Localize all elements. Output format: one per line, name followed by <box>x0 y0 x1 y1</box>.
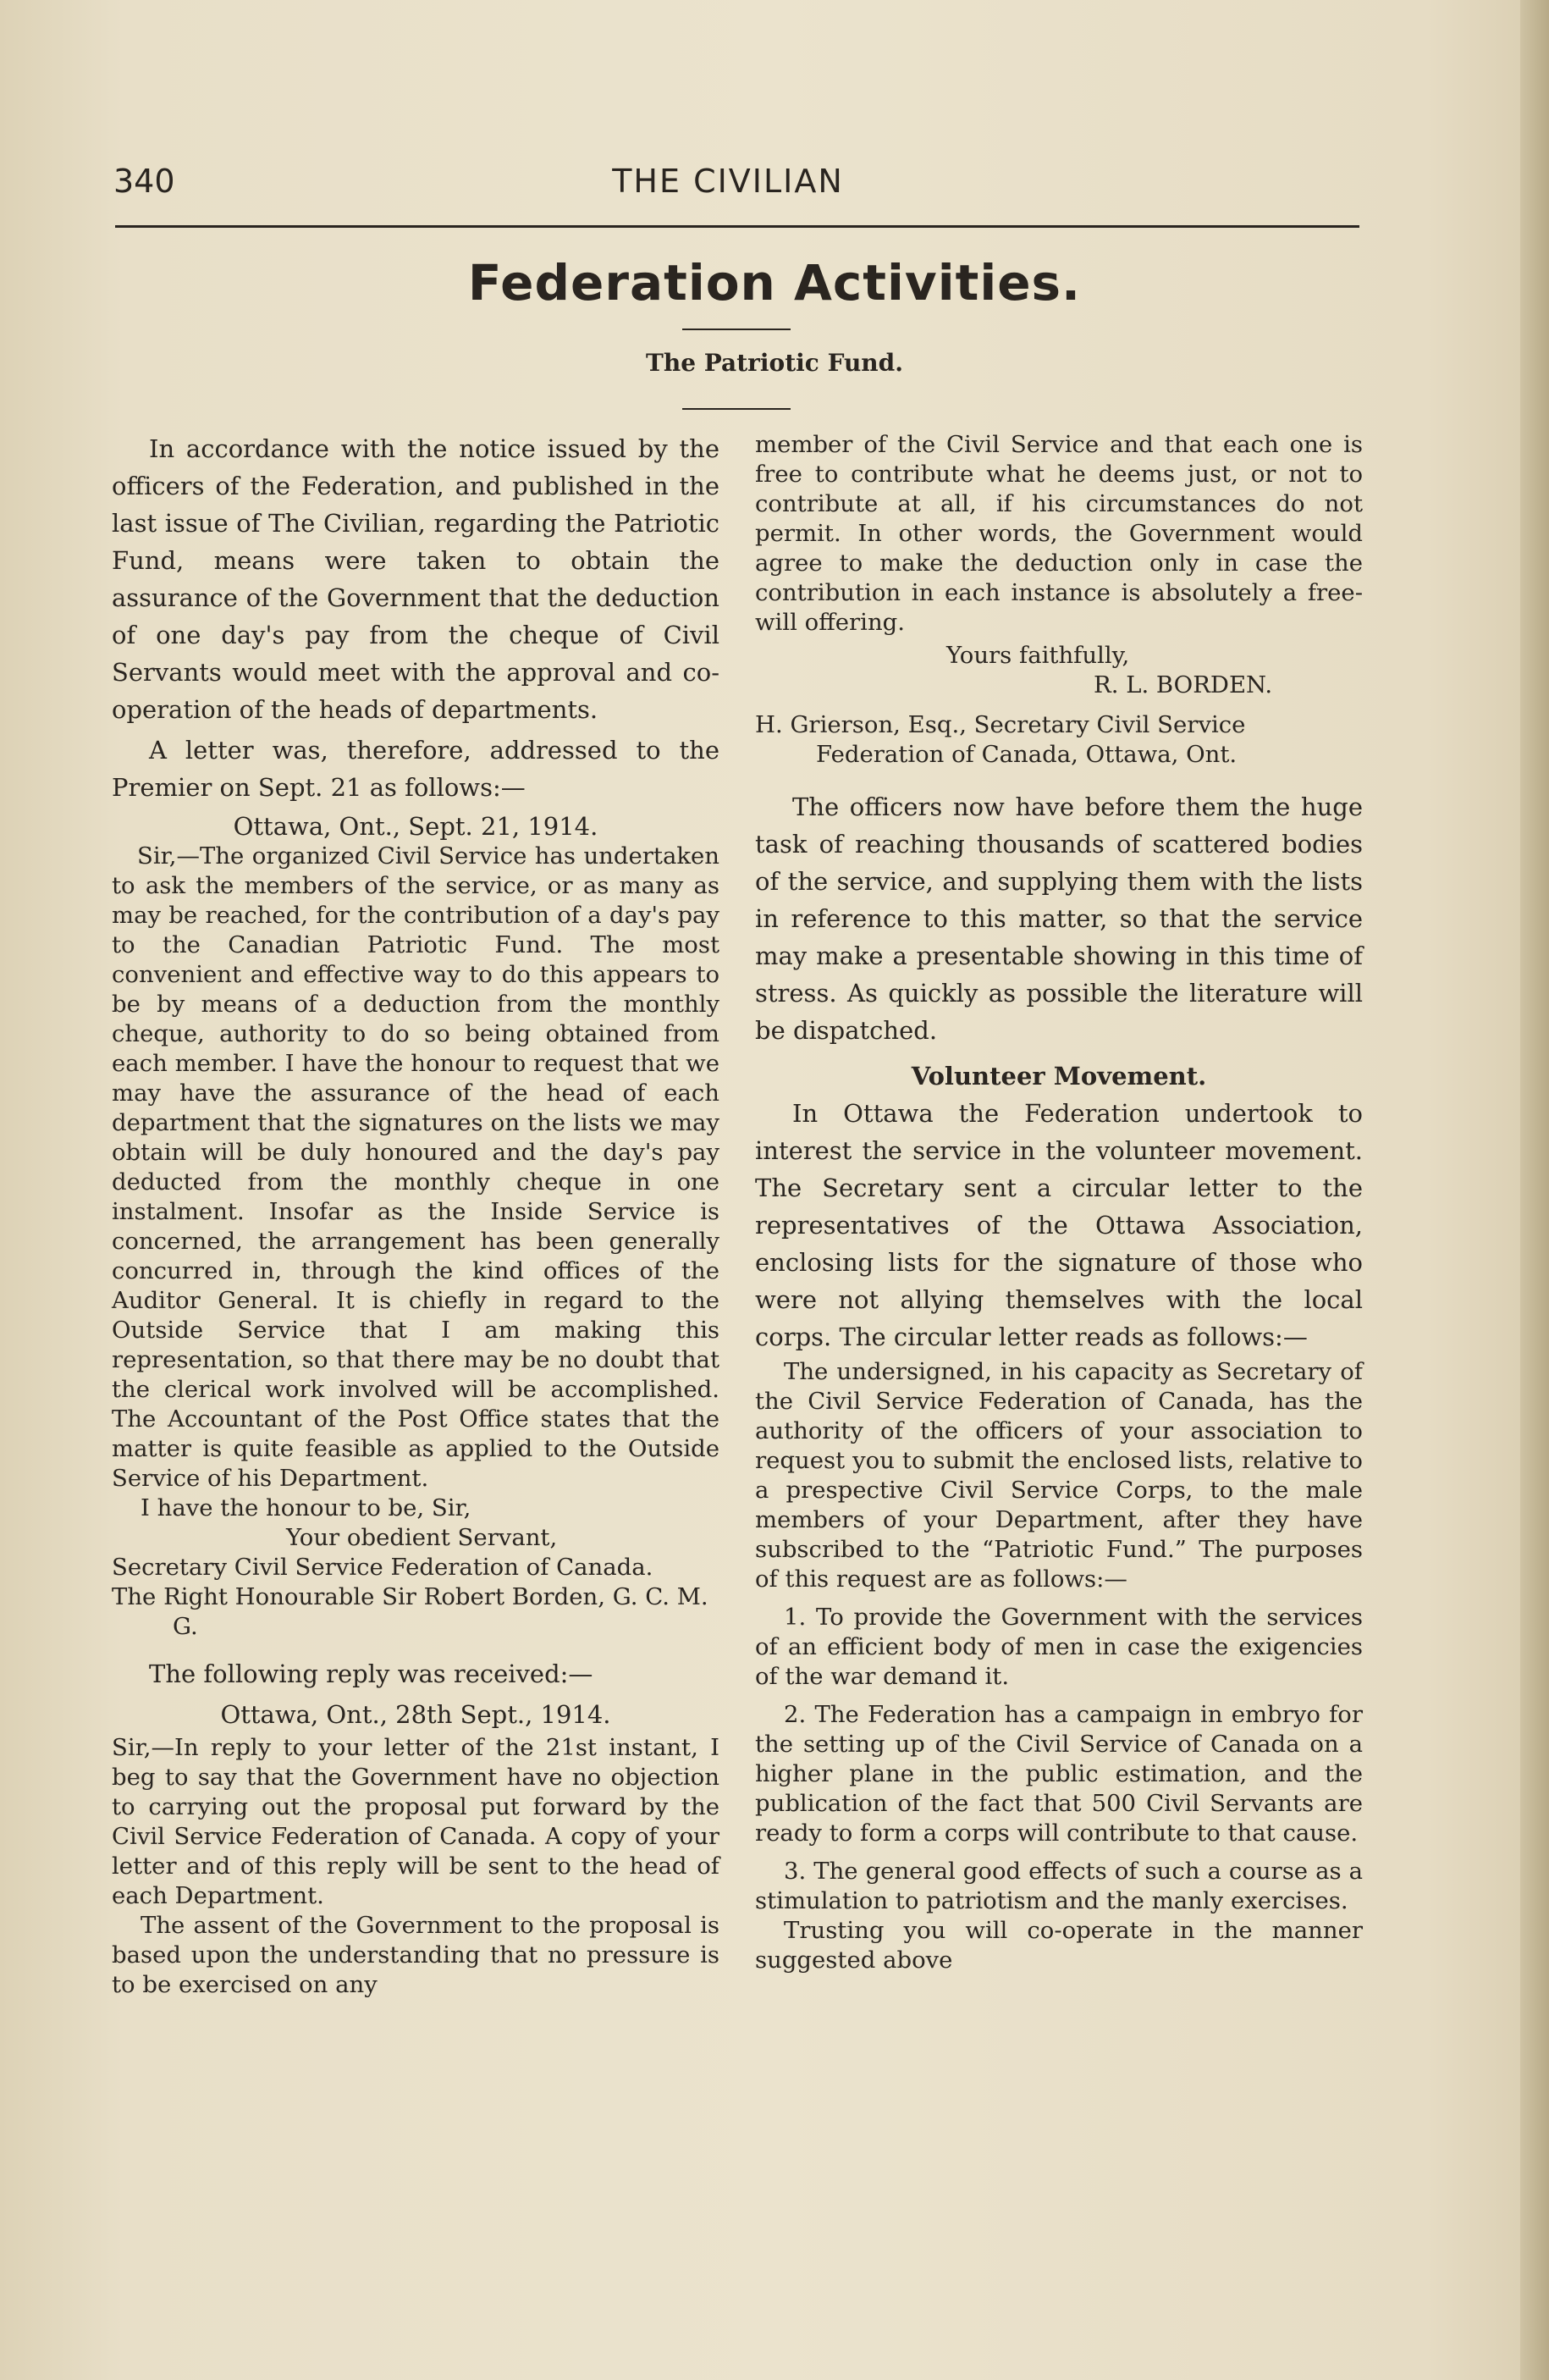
reply-body: The assent of the Government to the proposal is based upon the understanding that no pressure is to be exercised on any <box>112 1912 719 1998</box>
letter-closing: I have the honour to be, Sir, <box>141 1494 471 1521</box>
reply-body: member of the Civil Service and that each one is free to contribute what he deems just, or not to contribute at all, if his circumstances do not permit. In other words, the Government would agree to make the deduction only in case the contribution in each instance is absolutely a free-will offering. <box>755 431 1363 636</box>
letter-closing: Your obedient Servant, <box>286 1524 558 1551</box>
running-head: THE CIVILIAN <box>612 163 844 200</box>
circular-closing: Trusting you will co-operate in the manner suggested above <box>755 1917 1363 1974</box>
reply-signer: R. L. BORDEN. <box>1094 671 1273 699</box>
paragraph: The following reply was received:— <box>149 1659 593 1688</box>
paragraph: In Ottawa the Federation undertook to interest the service in the volunteer movement. The Secretary sent a circular letter to the representatives of the Ottawa Association, enclosing lists for the signature of those who were not allying themselves with the local corps. The circular letter reads as follows:— <box>755 1099 1363 1351</box>
letter-dateline: Ottawa, Ont., Sept. 21, 1914. <box>233 812 598 841</box>
letter-dateline: Ottawa, Ont., 28th Sept., 1914. <box>220 1700 611 1729</box>
letter-body: Sir,—The organized Civil Service has undertaken to ask the members of the service, or as many as may be reached, for the contribution of a day's pay to the Canadian Patriotic Fund. The most convenient and effective way to do this appears to be by means of a deduction from the monthly cheque, authority to do so being obtained from each member. I have the honour to request that we may have the assurance of the head of each department that the signatures on the lists we may obtain will be duly honoured and the day's pay deducted from the monthly cheque in one instalment. Insofar as the Inside Service is concerned, the arrangement has been generally concurred in, through the kind offices of the Auditor General. It is chiefly in regard to the Outside Service that I am making this representation, so that there may be no doubt that the clerical work involved will be accomplished. The Accountant of the Post Office states that the matter is quite feasible as applied to the Outside Service of his Department. <box>112 842 719 1492</box>
title-rule <box>682 329 791 330</box>
header-rule <box>115 225 1359 228</box>
paragraph: The officers now have before them the huge task of reaching thousands of scattered bodies of the service, and supplying them with the lists in reference to this matter, so that the service may make a presentable showing in this time of stress. As quickly as possible the literature will be dispatched. <box>755 792 1363 1045</box>
article-subtitle: The Patriotic Fund. <box>646 349 903 377</box>
letter-addressee: The Right Honourable Sir Robert Borden, G. C. M. G. <box>112 1583 708 1640</box>
circular-body: The undersigned, in his capacity as Secretary of the Civil Service Federation of Canada, has the authority of the officers of your association to request you to submit the enclosed lists, relative to a prespective Civil Service Corps, to the male members of your Department, after they have subscribed to the “Patriotic Fund.” The purposes of this request are as follows:— <box>755 1358 1363 1593</box>
reply-closing: Yours faithfully, <box>946 642 1130 669</box>
reply-addressee: H. Grierson, Esq., Secretary Civil Service Federation of Canada, Ottawa, Ont. <box>755 711 1246 768</box>
paragraph: A letter was, therefore, addressed to the Premier on Sept. 21 as follows:— <box>112 736 719 802</box>
page-header <box>102 163 1354 213</box>
right-column <box>755 430 1363 1975</box>
section-heading: Volunteer Movement. <box>911 1062 1207 1091</box>
paragraph: In accordance with the notice issued by the officers of the Federation, and published in the last issue of The Civilian, regarding the Patriotic Fund, means were taken to obtain the assurance of the Government that the deduction of one day's pay from the cheque of Civil Servants would meet with the approval and co-operation of the heads of departments. <box>112 434 719 724</box>
letter-signer: Secretary Civil Service Federation of Canada. <box>112 1554 653 1581</box>
left-column <box>112 430 719 2000</box>
list-item: 3. The general good effects of such a course as a stimulation to patriotism and the manly exercises. <box>755 1858 1363 1914</box>
reply-body: Sir,—In reply to your letter of the 21st instant, I beg to say that the Government have no objection to carrying out the proposal put forward by the Civil Service Federation of Canada. A copy of your letter and of this reply will be sent to the head of each Department. <box>112 1734 719 1909</box>
list-item: 1. To provide the Government with the services of an efficient body of men in case the exigencies of the war demand it. <box>755 1604 1363 1690</box>
subtitle-rule <box>682 408 791 410</box>
article-title: Federation Activities. <box>467 254 1082 312</box>
page-number: 340 <box>113 163 175 200</box>
list-item: 2. The Federation has a campaign in embryo for the setting up of the Civil Service of Canada on a higher plane in the public estimation, and the publication of the fact that 500 Civil Servants are ready to form a corps will contribute to that cause. <box>755 1701 1363 1847</box>
